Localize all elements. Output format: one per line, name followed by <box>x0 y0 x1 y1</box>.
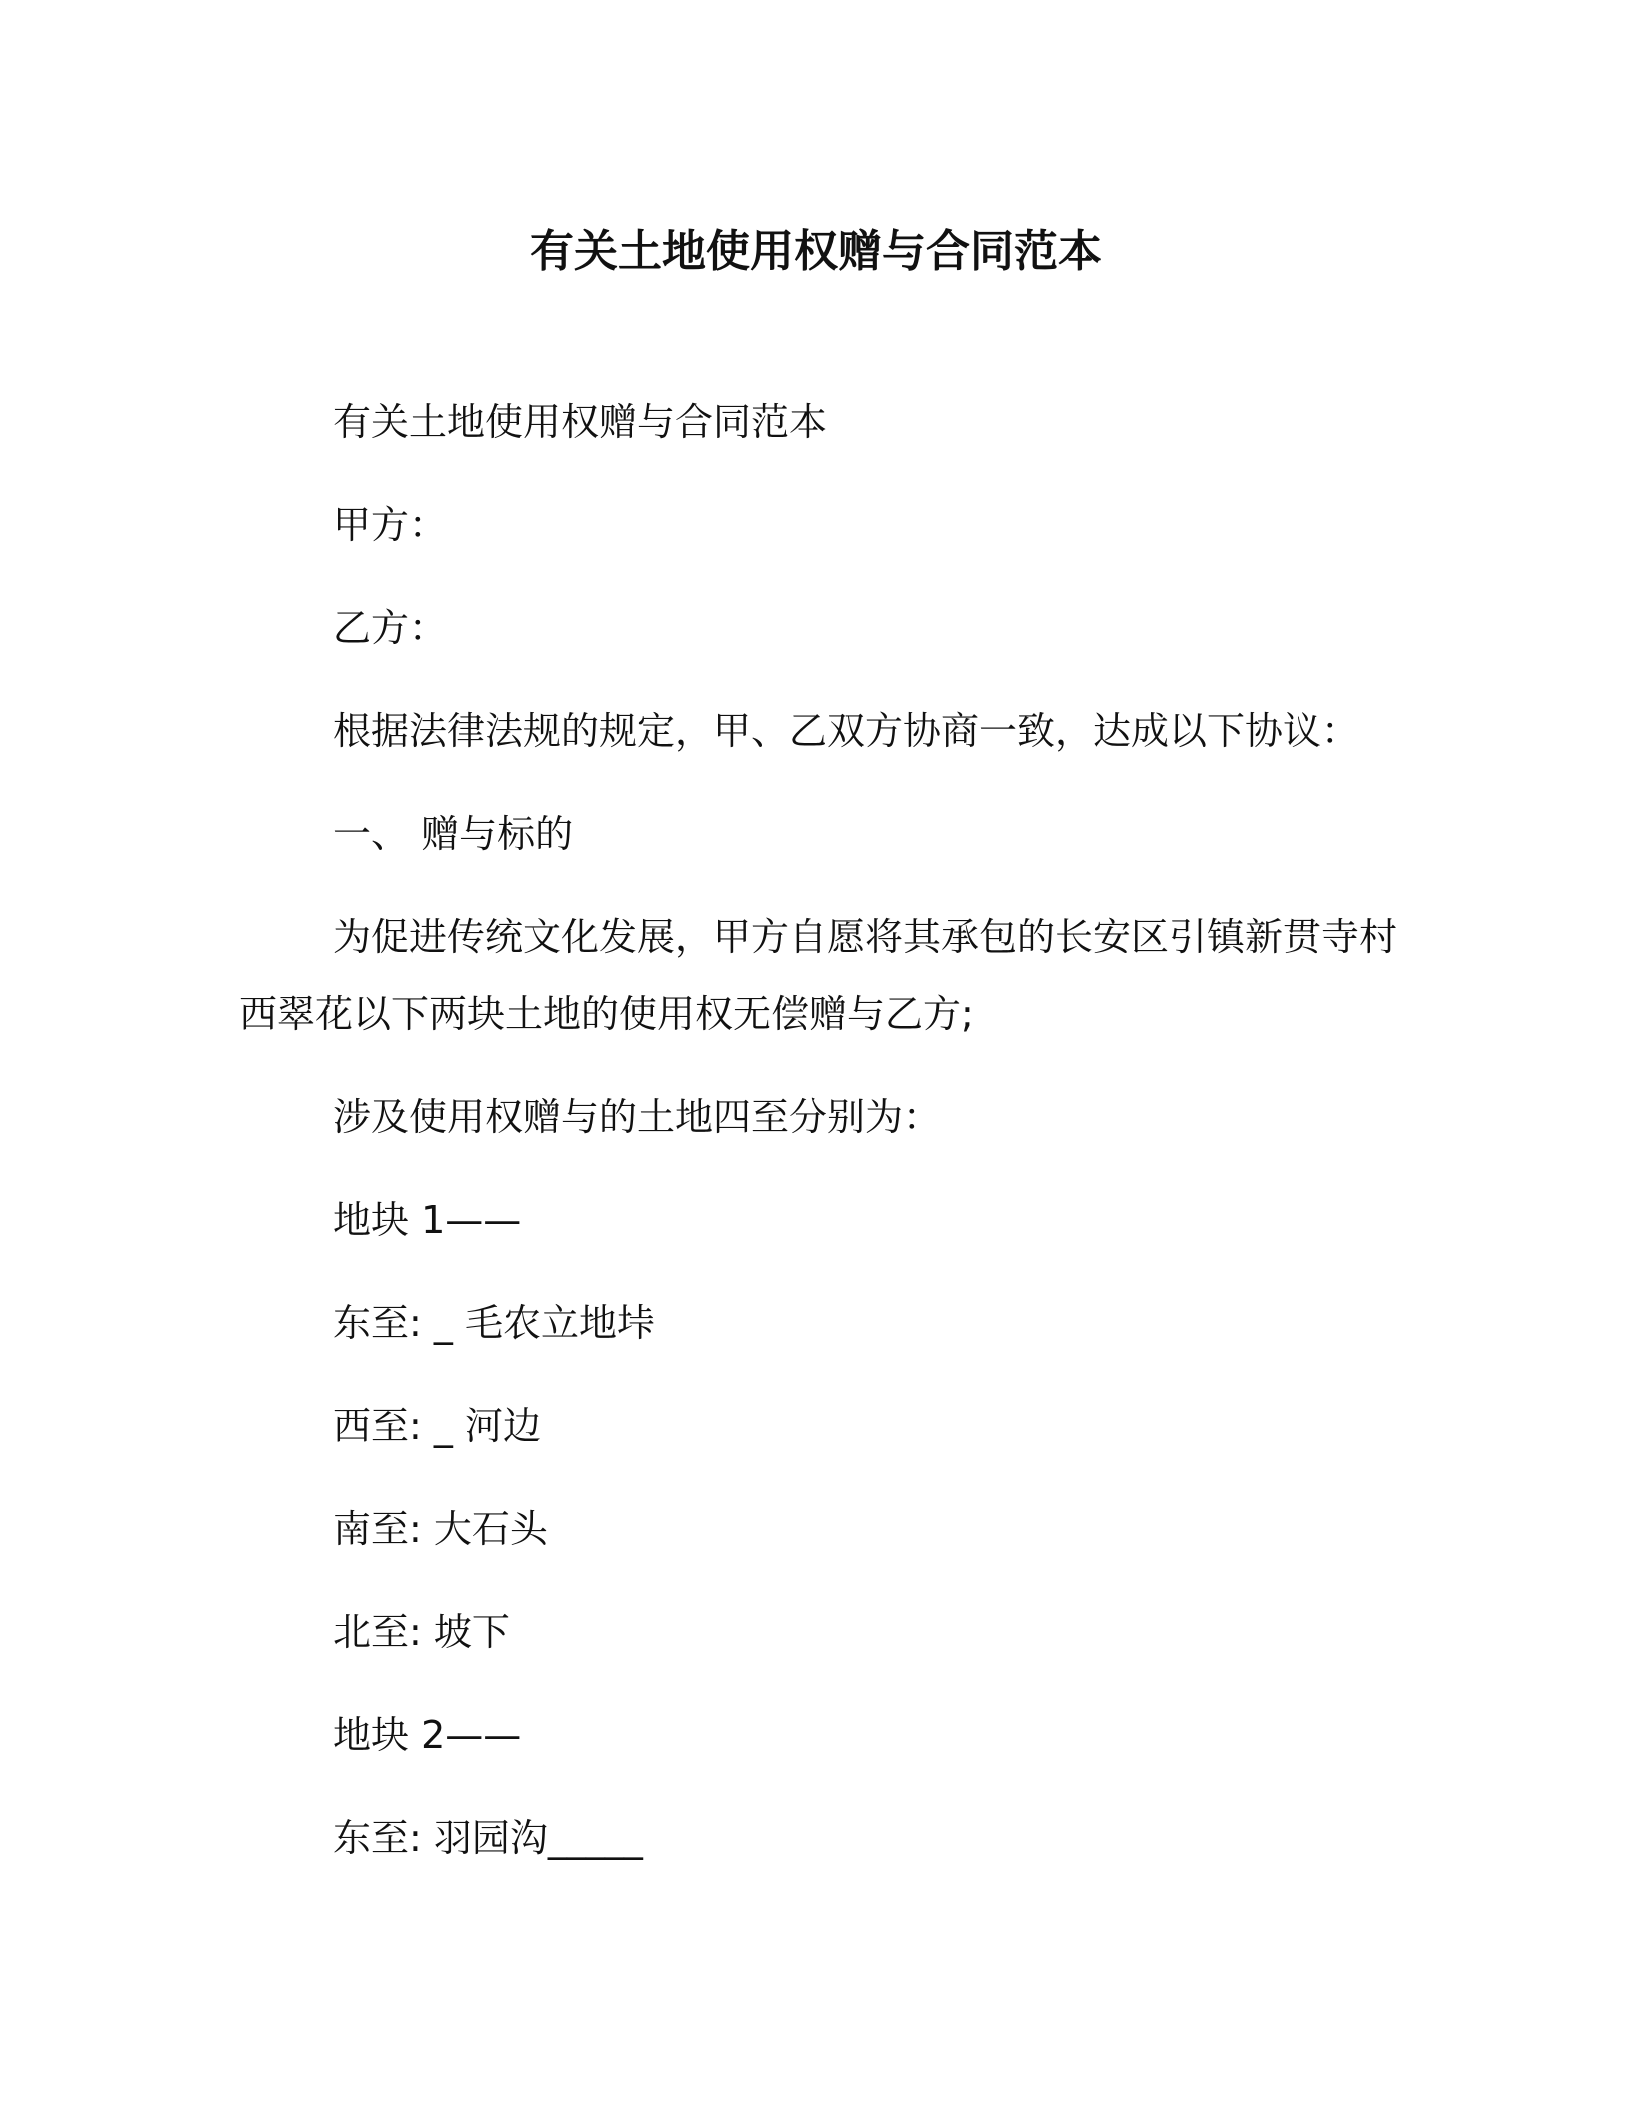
paragraph-line-2: 西翠花以下两块土地的使用权无偿赠与乙方; <box>239 992 974 1036</box>
paragraph-line-1: 为促进传统文化发展，甲方自愿将其承包的长安区引镇新贯寺村 <box>333 915 1398 959</box>
subtitle: 有关土地使用权赠与合同范本 <box>333 400 828 444</box>
document-title: 有关土地使用权赠与合同范本 <box>530 226 1102 277</box>
plot-1-label: 地块 1—— <box>333 1198 522 1242</box>
plot-2-label: 地块 2—— <box>333 1713 522 1757</box>
party-b: 乙方： <box>333 606 448 650</box>
plot-1-east: 东至: _ 毛农立地垰 <box>333 1301 655 1345</box>
boundaries-intro: 涉及使用权赠与的土地四至分别为： <box>333 1095 942 1139</box>
party-a: 甲方： <box>333 503 448 547</box>
plot-1-north: 北至: 坡下 <box>333 1610 510 1654</box>
plot-1-south: 南至: 大石头 <box>333 1507 548 1551</box>
preamble: 根据法律法规的规定，甲、乙双方协商一致，达成以下协议： <box>333 709 1360 753</box>
plot-1-west: 西至: _ 河边 <box>333 1404 541 1448</box>
plot-2-east: 东至: 羽园沟_____ <box>333 1816 643 1860</box>
section-heading: 一、 赠与标的 <box>333 812 574 856</box>
